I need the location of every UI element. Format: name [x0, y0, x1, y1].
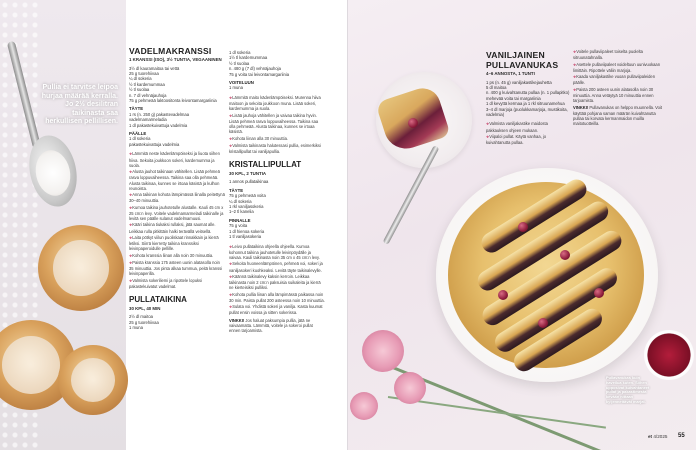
ingredient: 1 dl sokeria [129, 136, 151, 142]
recipe-title: PULLATAIKINA [129, 295, 187, 305]
instruction-step: ❖ Paista kranssia 175 asteen uunin alatasolla noin 35 minuuttia. Jos pinta alkaa tummua, peitä kranssi leivinpaperilla. [129, 260, 225, 277]
ingredient: n. 400 g kuivahtanutta pullaa (n. 1 pullapitko) [486, 90, 570, 96]
ingredient: 1 rkl vaniljasokeria [229, 204, 264, 210]
magazine-logo: et [648, 434, 653, 439]
instruction-step: ❖ Alusta jauhot taikinaan vähitellen. Lisää pehmeä rasva loppuvaiheessa. Taikina saa olla pehmeää. Alusta taikinaa, kunnes se irtoaa käsistä ja kulhon reunoista. [129, 169, 225, 191]
recipe-column-c [486, 50, 570, 145]
instruction-step: ❖ Kaada vaniljakastike vuoan pullaviipaleiden päälle. [573, 74, 667, 86]
berry [594, 288, 604, 298]
cinnamon-bun [58, 345, 128, 415]
instruction-step: ❖ Valmista taikinasta halutessasi pullia, esimerkiksi kristallipullat tai vaniljapullia. [229, 143, 325, 155]
instruction-step: ❖ Sulata voi. Yhdistä sokeri ja vanilja. Kasta kuumat pullat ensin voissa ja sitten sokerissa. [229, 304, 325, 316]
berry [408, 118, 418, 128]
berry [560, 250, 570, 260]
recipe-meta: 30 KPL, 2 TUNTIA [229, 170, 267, 176]
ingredient: 1 dl kevyttä kermaa ja 1 rkl sitruunamehua [486, 101, 565, 107]
ingredient: 75 g pehmeää laktoositonta leivontamargariinia [129, 98, 217, 104]
pink-flower [394, 372, 426, 404]
instruction-step: ❖ Lisää jauhoja vähitellen ja vaivaa taikina hyvin. Lisää pehmeä rasva loppuvaiheessa. Taikina saa olla pehmeää. Alusta taikinaa, kunnes se irtoaa käsistä. [229, 113, 325, 135]
instruction-step: ❖ Lämmitä maito kädenlämpöiseksi. Murenna hiiva maitoon ja sekoita joukkoon muna. Lisää sokeri, kardemumma ja suola. [229, 95, 325, 112]
flower-stem [388, 396, 606, 429]
buns-photo [0, 0, 126, 450]
page-number: 55 [678, 433, 685, 439]
instruction-step: ❖ Anna taikinan kohota lämpimässä liinalla peitettynä 30–40 minuuttia. [129, 192, 225, 204]
instruction-step: ❖ Laita pötkyt viilun puoliskaat rinnakkain ja kierrä letiksi. Siirrä kierretty taikina kranssiksi leivinpaperoidulle pellille. [129, 235, 225, 252]
ingredient: ¼ dl sokeria [129, 76, 152, 82]
ingredient: 2½ dl maitoa [129, 314, 153, 320]
ingredient: 1 dl pakastekuivattuja vadelmia [129, 122, 188, 128]
recipe-column-b [229, 50, 325, 333]
instruction-step: ❖ Viipaloi pullat. Käytä vanhaa, jo kuivahtanutta pullaa. [486, 134, 570, 146]
ingredient: 1 dl sokeria [229, 50, 251, 55]
ingredient: 75 g pehmeää voita [229, 193, 266, 199]
recipe-title: VADELMAKRANSSI [129, 46, 212, 56]
instruction-step: ❖ Kääri taikina tiukaksi rullaksi, jätä saumat alle. Leikkaa rulla pitkittäin halki terävällä veitsellä. [129, 222, 225, 234]
pull-quote: Pullia ei tarvitse leipoa hurjaa määrää kerralla. Jo 2½ desilitran taikinasta saa herkullisen pellillisen. [41, 84, 118, 126]
photo-caption: Pullavanukas kuin haveilua kuten. Siihen upposivat kuivahtaneet pullat ja pakastimesta kevään nittaan kyljennettävät marjat. [606, 375, 650, 404]
instruction-step: ❖ Asettele pullaviipaleet voideltuun uunivuokaan limittäin. Ripottele väliin marjoja. [573, 62, 667, 74]
berry [498, 290, 508, 300]
ingredient: 3–4 dl marjoja (puolukkamarjoja, mustikoita, vadelmia) [486, 106, 568, 118]
ingredient-group-heading: PINNALLE [229, 217, 251, 223]
instruction-step: ❖ Kohota pullia liinan alla lämpimässä paikassa noin 30 min. Paista pullat 200 asteessa noin 10 minuuttia. [229, 292, 325, 304]
ingredient: ¼ dl sokeria [229, 198, 252, 204]
tip-text: Pullavanukas on helppo muunnella. Voit käyttää pohjana saman määrän kuivahtanutta pullaa tai korvata kermanmaidon muilla maitotuotteilla. [573, 105, 662, 126]
ingredient: pakastekuivattuja vadelmia [129, 141, 180, 147]
ingredient-group-heading: TÄYTE [229, 187, 244, 193]
ingredient: ½ tl suolaa [129, 87, 150, 93]
ingredient: 1½ tl kardemummaa [229, 55, 268, 61]
recipe-meta: 30 KPL, 40 MIN [129, 305, 161, 311]
ingredient: 1 annos pullataikinaa [229, 179, 269, 185]
ingredient: 25 g tuorehiivaa [129, 319, 159, 325]
instruction-step: ❖ Kumoa taikina jauhotetulle alustalle. Kauli 45 cm x 25 cm:n levy. Voitele vadelmamarmeladi taikinalle ja levitä sen päälle sulanut vadelmamuusi. [129, 205, 225, 222]
ingredient: n. 480 g (7 dl) vehnäjauhoja [229, 66, 281, 72]
issue-number: 4/2025 [653, 434, 668, 439]
berry-bowl [644, 330, 694, 380]
ingredient: ½ tl suolaa [229, 60, 250, 66]
instruction-step: ❖ Lämmitä neste kädenlämpöiseksi ja liuota siihen hiiva. Sekoita joukkoon sokeri, kardemumma ja suola. [129, 151, 225, 168]
recipe-meta: 1 KRANSSI (ISO), 3½ TUNTIA, VEGAANINEN [129, 57, 222, 62]
ingredient: 1 muna [229, 85, 243, 91]
ingredient: ½ tl kardemummaa [129, 81, 165, 87]
recipe-title: VANILJAINEN PULLAVANUKAS [486, 50, 559, 70]
berry [538, 318, 548, 328]
ingredient: 1 dl hienoa sokeria [229, 228, 265, 234]
instruction-step: ❖ Käännä taikinalevy kaksin kerroin. Leikkaa taikinasta noin 2 cm:n paksuisia suikaleita ja kierrä ne kierteisiksi pulliksi. [229, 274, 325, 291]
berry [518, 222, 528, 232]
ingredient: mehevää voita tai margariinia [486, 95, 541, 101]
instruction-step: ❖ Valmista vaniljakastike maidosta pakkauksen ohjeen mukaan. [486, 121, 570, 133]
instruction-step: ❖ Voitele pullaviipaleet toiselta puolelta sitruunatahnalla. [573, 49, 667, 61]
ingredient-group-heading: VOITELUUN [229, 80, 254, 86]
recipe-meta: 4–6 ANNOSTA, 1 TUNTI [486, 71, 535, 76]
ingredient: 75 g voita tai leivontamargariinia [229, 71, 290, 77]
ingredient-group-heading: TÄYTE [129, 106, 144, 112]
pink-flower [362, 330, 404, 372]
ingredient: 1 muna [129, 324, 143, 330]
ingredient: 1 tl vaniljasokeria [229, 234, 262, 240]
ingredient: 1 ps (n. 45 g) vaniljakastikejauhetta [486, 79, 552, 85]
tip-label: VINKKI! [573, 105, 589, 111]
instruction-step: ❖ Kohota kranssia liinan alla noin 30 minuuttia. [129, 253, 225, 259]
tip [573, 105, 667, 126]
tip [229, 318, 325, 334]
instruction-step: ❖ Sekoita huoneenlämpöinen, pehmeä voi, sokeri ja vaniljasokeri kuohkeaksi. Levitä täyte taikinalevylle. [229, 261, 325, 273]
issue-footer [648, 434, 667, 440]
ingredient: 5 dl maitoa [486, 85, 507, 90]
right-page [348, 0, 696, 450]
ingredient: 1 rs (n. 250 g) pakastevadelmaa [129, 111, 190, 117]
ingredient: 3½ dl kauramaitoa tai vettä [129, 65, 180, 71]
ingredient: 25 g tuorehiivaa [129, 71, 159, 76]
tip-label: VINKKI! [229, 317, 245, 323]
instruction-step: ❖ Kohota liinan alla 30 minuuttia. [229, 136, 325, 142]
instruction-step: ❖ Paista 200 asteen uunin alatasolla noin 30 minuuttia. Anna vetäytyä 10 minuuttia ennen tarjoamista. [573, 87, 667, 104]
ingredient: n. 7 dl vehnäjauhoja [129, 92, 167, 98]
instruction-step: ❖ Valmista sokeriliemi ja ripottele lopuksi pakastekuivatut vadelmat. [129, 278, 225, 290]
ingredient-group-heading: PÄÄLLE [129, 131, 147, 137]
recipe-column-a [129, 46, 225, 330]
tip-text: Jos haluat paksumpia pullia, jätä ne vaivaamatta. Lämmitä, voitele ja sokeroi pullat ennen tarjoamista. [229, 317, 313, 333]
cinnamon-bun [38, 225, 124, 311]
ingredient: vadelmamarmeladia [129, 117, 167, 123]
ingredient: 1–2 tl kanelia [229, 209, 254, 215]
pink-flower [350, 392, 378, 420]
recipe-title: KRISTALLIPULLAT [229, 160, 302, 170]
recipe-column-d [573, 48, 667, 126]
ingredient: 75 g voita [229, 223, 248, 229]
instruction-step: ❖ Leivo pullataikina ohjeella ohjeella. Kumoa kohonnut taikina jauhotetulle leivinpöydälle ja vaivaa. Kauli taikinasta noin 35 cm x 45 cm:n levy. [229, 244, 325, 261]
